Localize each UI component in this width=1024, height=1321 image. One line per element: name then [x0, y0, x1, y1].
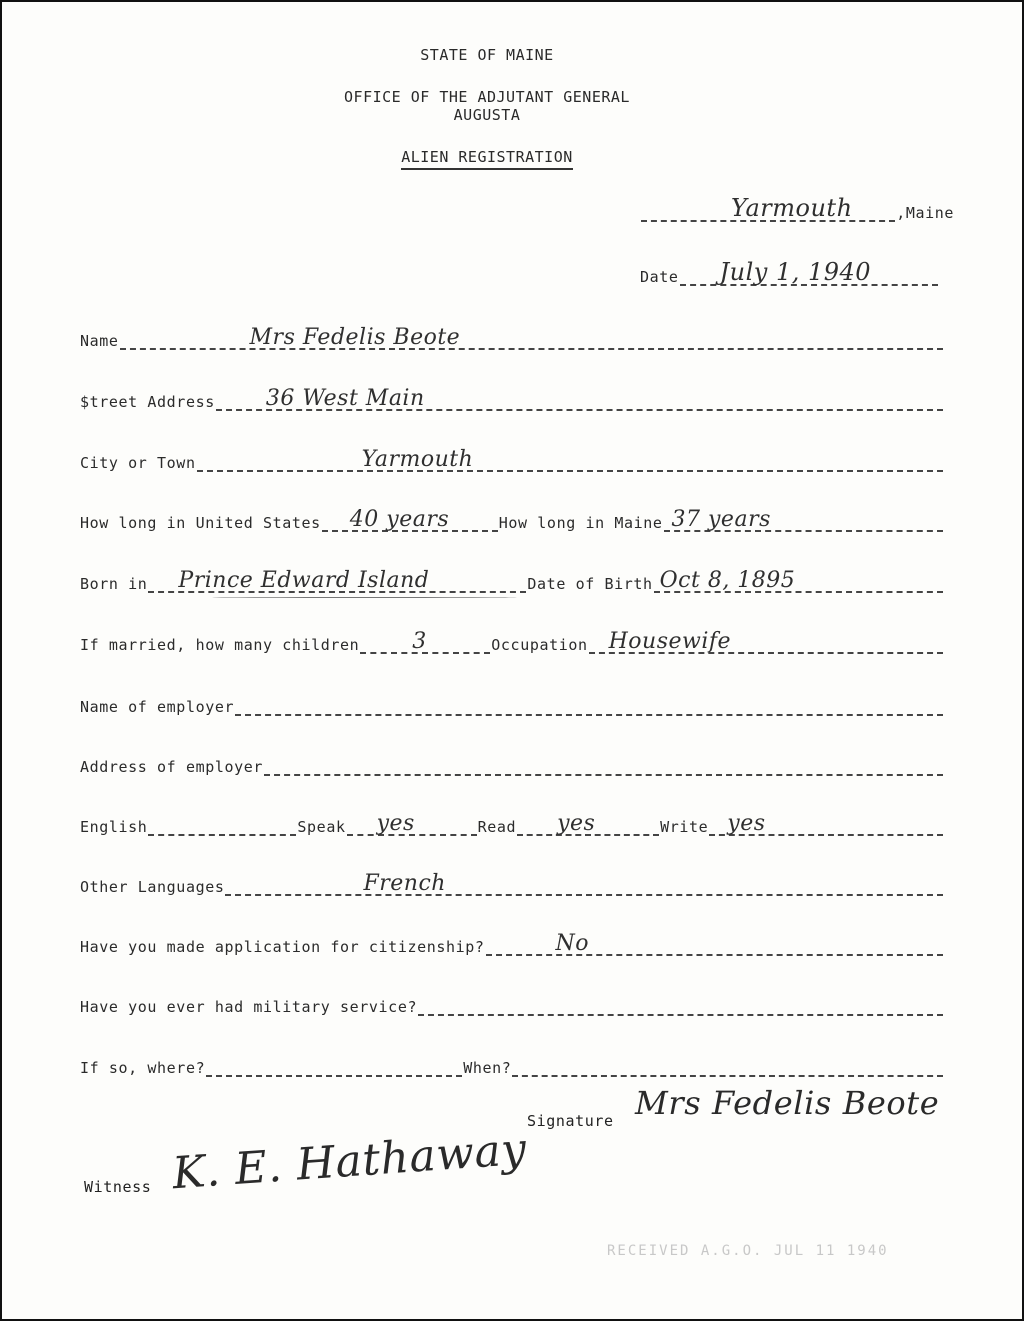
city-value: Yarmouth [361, 447, 474, 472]
signature-label: Signature [527, 1112, 614, 1130]
place-value: Yarmouth [731, 194, 853, 222]
citizenship-value: No [555, 931, 589, 956]
birth-date-field[interactable] [654, 568, 943, 593]
state-heading: STATE OF MAINE [420, 46, 554, 64]
street-label: $treet Address [80, 393, 215, 411]
employer-address-row [80, 752, 944, 776]
name-row [80, 326, 944, 350]
city-field[interactable] [197, 447, 943, 472]
city-label: City or Town [80, 454, 196, 472]
date-label: Date [640, 268, 679, 286]
date-row [640, 258, 939, 286]
citizenship-row [80, 932, 944, 956]
maine-years-value: 37 years [671, 507, 771, 532]
military-field[interactable] [418, 996, 943, 1016]
street-row [80, 387, 944, 411]
employer-address-label: Address of employer [80, 758, 263, 776]
languages-label: Other Languages [80, 878, 225, 896]
military-label: Have you ever had military service? [80, 998, 418, 1016]
place-suffix: ,Maine [896, 204, 954, 222]
us-years-field[interactable] [322, 507, 498, 532]
military-row [80, 992, 944, 1016]
english-label: English [80, 818, 148, 836]
children-label: If married, how many children [80, 636, 360, 654]
born-in-field[interactable] [148, 568, 526, 593]
name-field[interactable] [120, 325, 943, 350]
languages-field[interactable] [225, 871, 943, 896]
languages-value: French [363, 871, 446, 896]
service-row [80, 1053, 944, 1077]
write-value: yes [727, 811, 766, 836]
write-label: Write [660, 818, 709, 836]
children-value: 3 [412, 629, 427, 654]
witness-row [84, 1123, 584, 1204]
occupation-label: Occupation [491, 636, 588, 654]
english-row [80, 812, 944, 836]
read-field[interactable] [517, 811, 659, 836]
occupation-value: Housewife [608, 629, 732, 654]
street-value: 36 West Main [265, 386, 425, 411]
when-label: When? [463, 1059, 512, 1077]
residence-row [80, 508, 944, 532]
date-field[interactable] [680, 258, 938, 286]
speak-field[interactable] [347, 811, 477, 836]
birth-date-value: Oct 8, 1895 [659, 568, 796, 593]
handwritten-underline [212, 597, 517, 598]
born-in-label: Born in [80, 575, 148, 593]
born-in-value: Prince Edward Island [178, 568, 430, 593]
english-field [148, 816, 296, 836]
write-field[interactable] [709, 811, 943, 836]
witness-label: Witness [84, 1178, 152, 1196]
birth-date-label: Date of Birth [527, 575, 653, 593]
family-row [80, 630, 944, 654]
employer-name-label: Name of employer [80, 698, 235, 716]
place-row [640, 194, 954, 222]
place-field[interactable] [641, 194, 895, 222]
name-value: Mrs Fedelis Beote [249, 325, 461, 350]
signature-row [527, 1084, 967, 1138]
city-row [80, 448, 944, 472]
employer-address-field[interactable] [264, 756, 943, 776]
maine-years-label: How long in Maine [498, 514, 663, 532]
speak-label: Speak [297, 818, 346, 836]
office-heading: OFFICE OF THE ADJUTANT GENERAL [344, 88, 630, 106]
street-field[interactable] [216, 386, 943, 411]
date-value: July 1, 1940 [719, 258, 872, 286]
birth-row [80, 569, 944, 593]
name-label: Name [80, 332, 119, 350]
citizenship-field[interactable] [486, 931, 944, 956]
when-field[interactable] [512, 1057, 943, 1077]
citizenship-label: Have you made application for citizenship? [80, 938, 485, 956]
speak-value: yes [376, 811, 415, 836]
languages-row [80, 872, 944, 896]
where-field[interactable] [206, 1057, 462, 1077]
occupation-field[interactable] [589, 629, 943, 654]
read-label: Read [477, 818, 517, 836]
employer-name-field[interactable] [235, 696, 943, 716]
city-heading: AUGUSTA [453, 106, 521, 124]
form-title: ALIEN REGISTRATION [0, 148, 999, 166]
maine-years-field[interactable] [664, 507, 943, 532]
received-stamp: RECEIVED A.G.O. JUL 11 1940 [607, 1243, 889, 1259]
us-years-label: How long in United States [80, 514, 321, 532]
read-value: yes [557, 811, 596, 836]
us-years-value: 40 years [349, 507, 450, 532]
employer-name-row [80, 692, 944, 716]
where-label: If so, where? [80, 1059, 206, 1077]
signature-value[interactable]: Mrs Fedelis Beote [635, 1084, 940, 1122]
children-field[interactable] [360, 629, 490, 654]
witness-value[interactable]: K. E. Hathaway [170, 1123, 529, 1200]
